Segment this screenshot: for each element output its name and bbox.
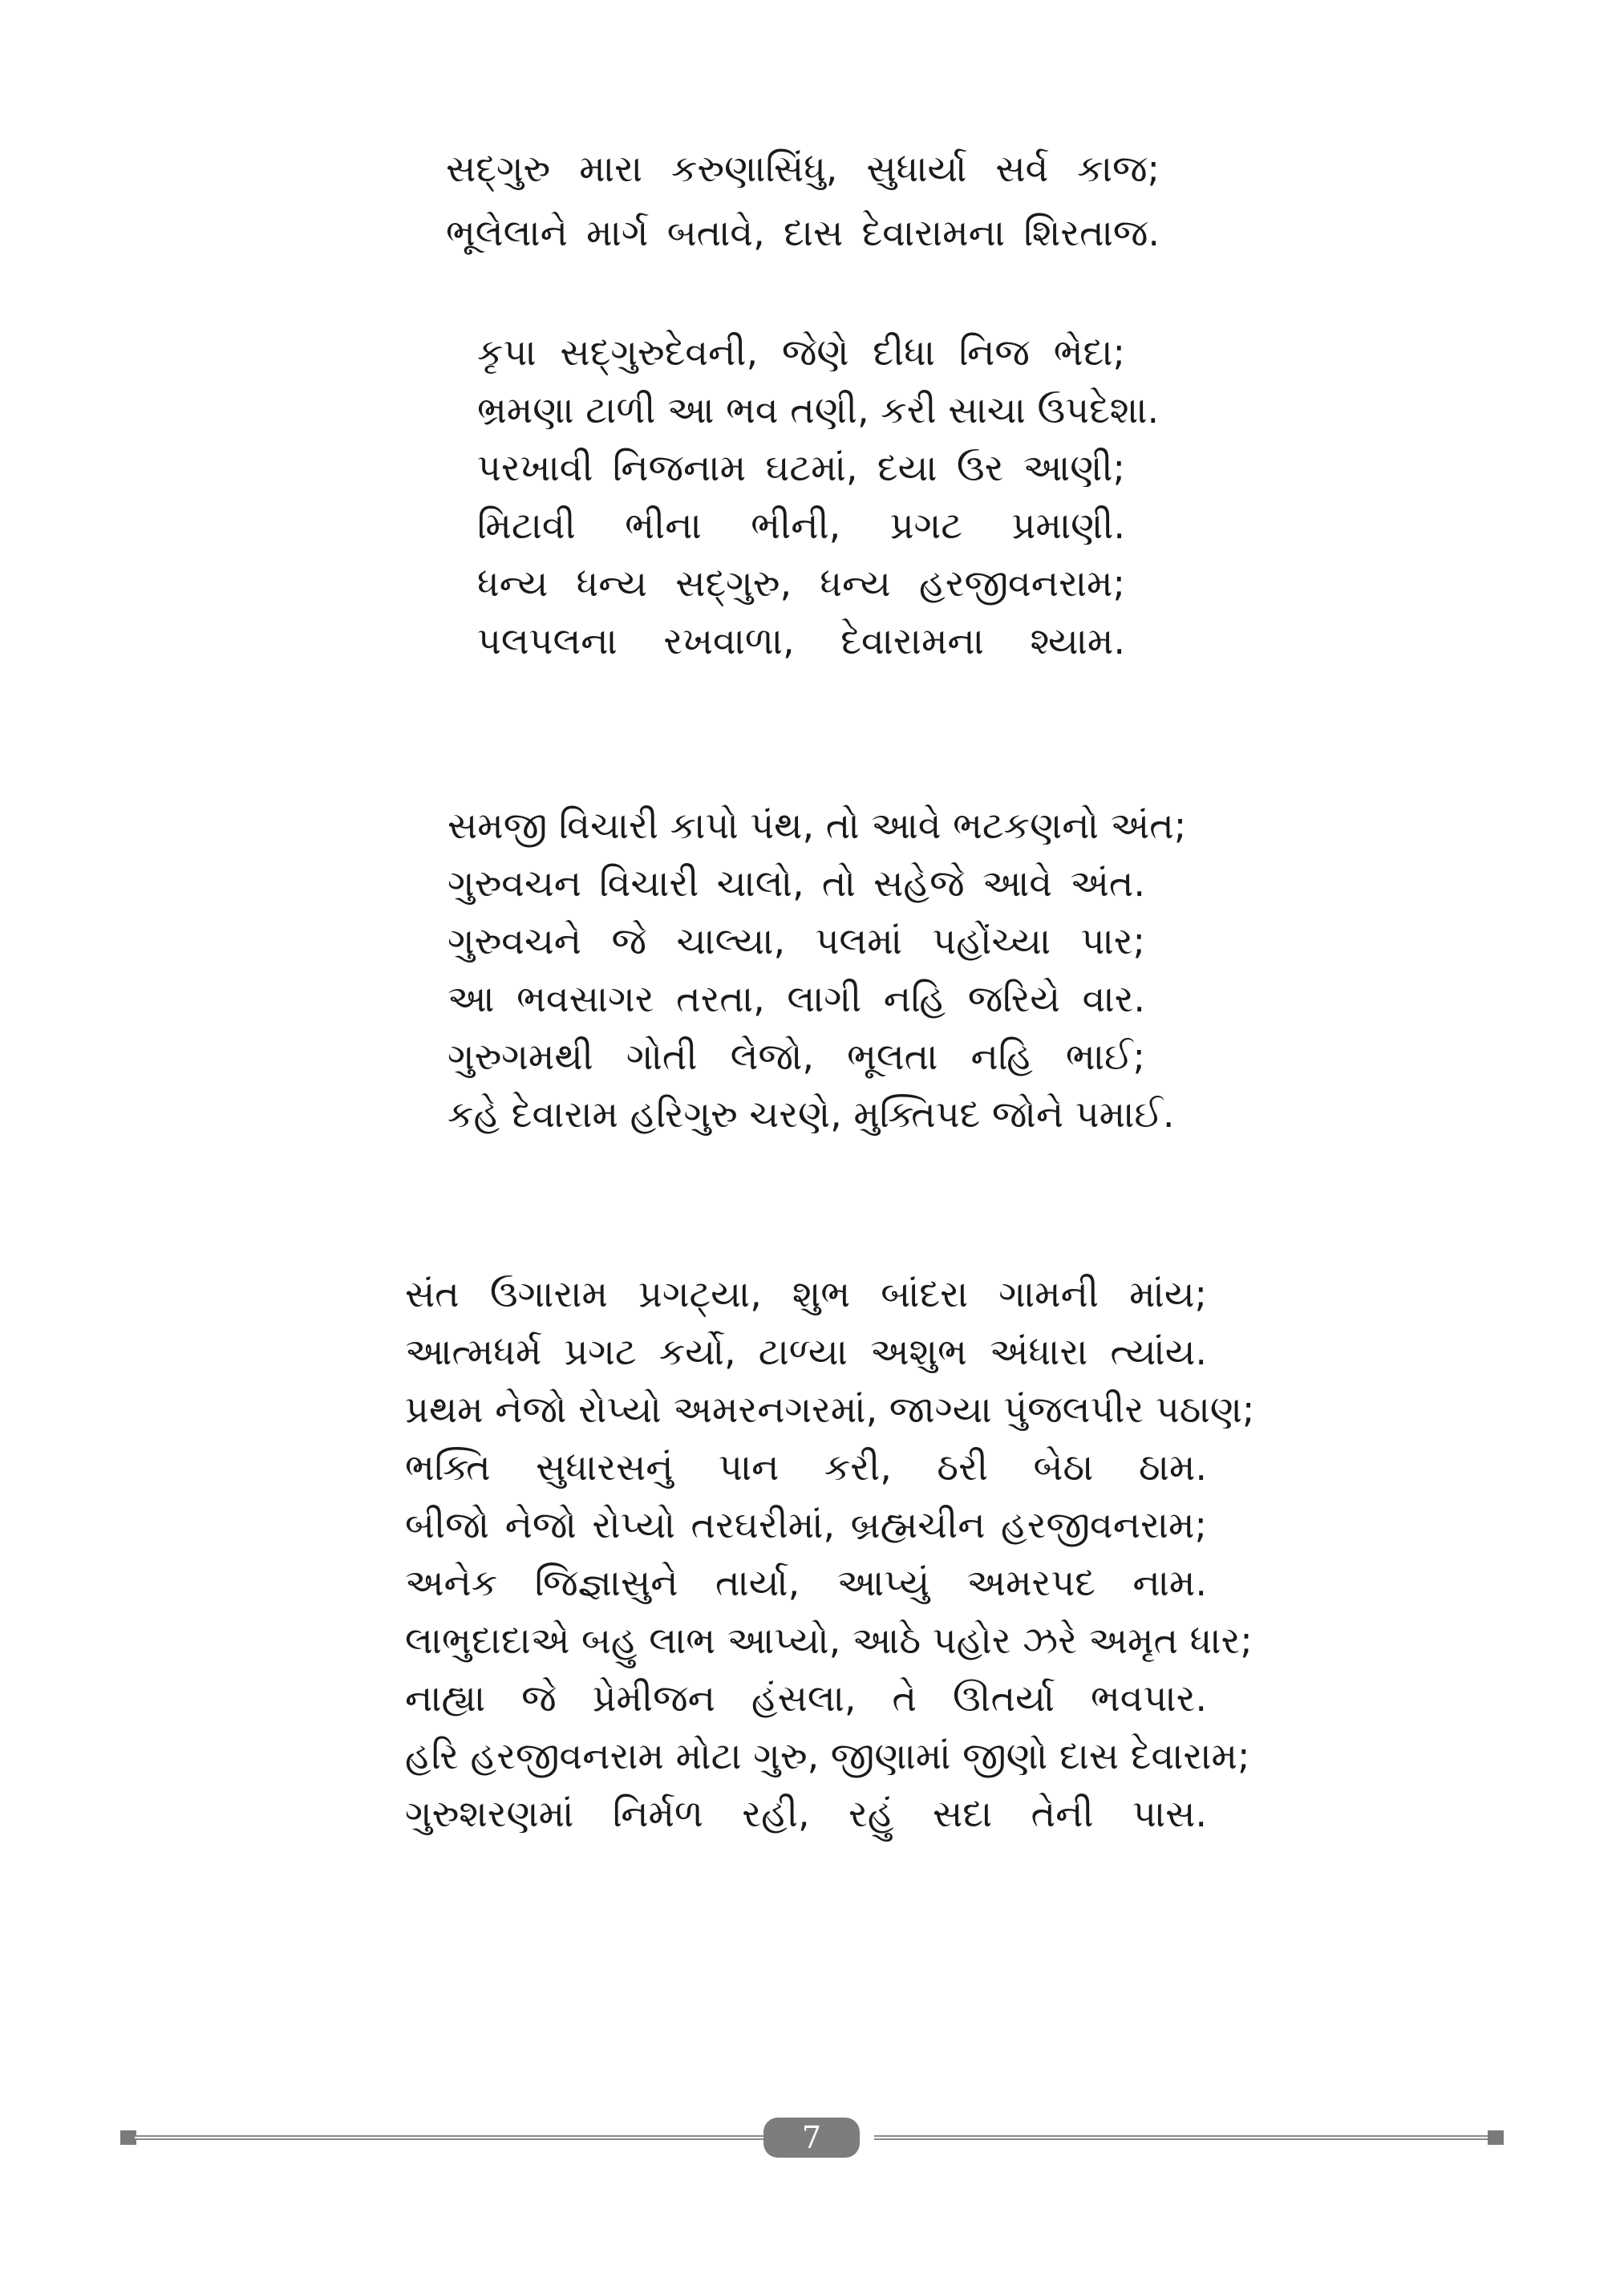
verse-line: ભક્તિ સુધારસનું પાન કરી, ઠરી બેઠા ઠામ. <box>405 1445 1207 1489</box>
verse-line: ગુરુવચન વિચારી ચાલો, તો સહેજે આવે અંત. <box>448 861 1145 905</box>
verse-line: નાહ્યા જે પ્રેમીજન હંસલા, તે ઊતર્યા ભવપાર. <box>405 1676 1207 1720</box>
stanza-4 <box>405 1265 1255 1842</box>
footer-rule-left <box>135 2135 794 2140</box>
verse-line: ભ્રમણા ટાળી આ ભવ તણી, કરી સાચા ઉપદેશા. <box>477 388 1160 432</box>
verse-line: ગુરુશરણમાં નિર્મળ રહી, રહું સદા તેની પાસ. <box>405 1792 1207 1835</box>
verse-line: આત્મધર્મ પ્રગટ કર્યો, ટાળ્યા અશુભ અંધારા ત્યાંય. <box>405 1330 1207 1373</box>
verse-line: કૃપા સદ્‌ગુરુદેવની, જેણે દીધા નિજ ભેદા; <box>477 330 1125 374</box>
verse-line: ભૂલેલાને માર્ગ બતાવે, દાસ દેવારામના શિરતાજ. <box>446 211 1160 254</box>
verse-line: પરખાવી નિજનામ ઘટમાં, દયા ઉર આણી; <box>477 446 1125 489</box>
verse-line: કહે દેવારામ હરિગુરુ ચરણે, મુક્તિપદ જોને પમાઈ. <box>448 1092 1175 1136</box>
stanza-3 <box>448 796 1187 1143</box>
verse-line: અનેક જિજ્ઞાસુને તાર્યા, આપ્યું અમરપદ નામ. <box>405 1561 1207 1604</box>
verse-line: આ ભવસાગર તરતા, લાગી નહિ જરિયે વાર. <box>448 977 1145 1020</box>
verse-line: ગુરુગમથી ગોતી લેજો, ભૂલતા નહિ ભાઈ; <box>448 1035 1145 1078</box>
verse-line: ગુરુવચને જે ચાલ્યા, પલમાં પહોંચ્યા પાર; <box>448 919 1145 963</box>
footer-rule-right <box>874 2135 1492 2140</box>
verse-line: પ્રથમ નેજો રોપ્યો અમરનગરમાં, જાગ્યા પુંજલપીર પઠાણ; <box>405 1388 1255 1431</box>
page-number: 7 <box>763 2118 860 2158</box>
stanza-2 <box>477 323 1160 670</box>
verse-line: હરિ હરજીવનરામ મોટા ગુરુ, જીણામાં જીણો દાસ દેવારામ; <box>405 1734 1250 1777</box>
verse-line: બીજો નેજો રોપ્યો તરઘરીમાં, બ્રહ્મચીન હરજીવનરામ; <box>405 1503 1207 1546</box>
verse-line: સદ્‌ગુરુ મારા કરુણાસિંધુ, સુધાર્યા સર્વ કાજ; <box>446 147 1160 190</box>
page-footer <box>120 2118 1504 2158</box>
footer-rule-cap-left <box>120 2130 136 2145</box>
verse-line: પલપલના રખવાળા, દેવારામના શ્યામ. <box>477 619 1125 663</box>
verse-line: મિટાવી ભીના ભીની, પ્રગટ પ્રમાણી. <box>477 504 1125 547</box>
verse-line: સમજી વિચારી કાપો પંથ, તો આવે ભટકણનો અંત; <box>448 804 1187 847</box>
verse-line: ધન્ય ધન્ય સદ્‌ગુરુ, ધન્ય હરજીવનરામ; <box>477 561 1125 605</box>
footer-rule-cap-right <box>1488 2130 1504 2145</box>
verse-line: સંત ઉગારામ પ્રગટ્યા, શુભ બાંદરા ગામની માંય; <box>405 1272 1207 1315</box>
verse-line: લાભુદાદાએ બહુ લાભ આપ્યો, આઠે પહોર ઝરે અમૃત ધાર; <box>405 1619 1253 1662</box>
stanza-1 <box>446 136 1160 265</box>
